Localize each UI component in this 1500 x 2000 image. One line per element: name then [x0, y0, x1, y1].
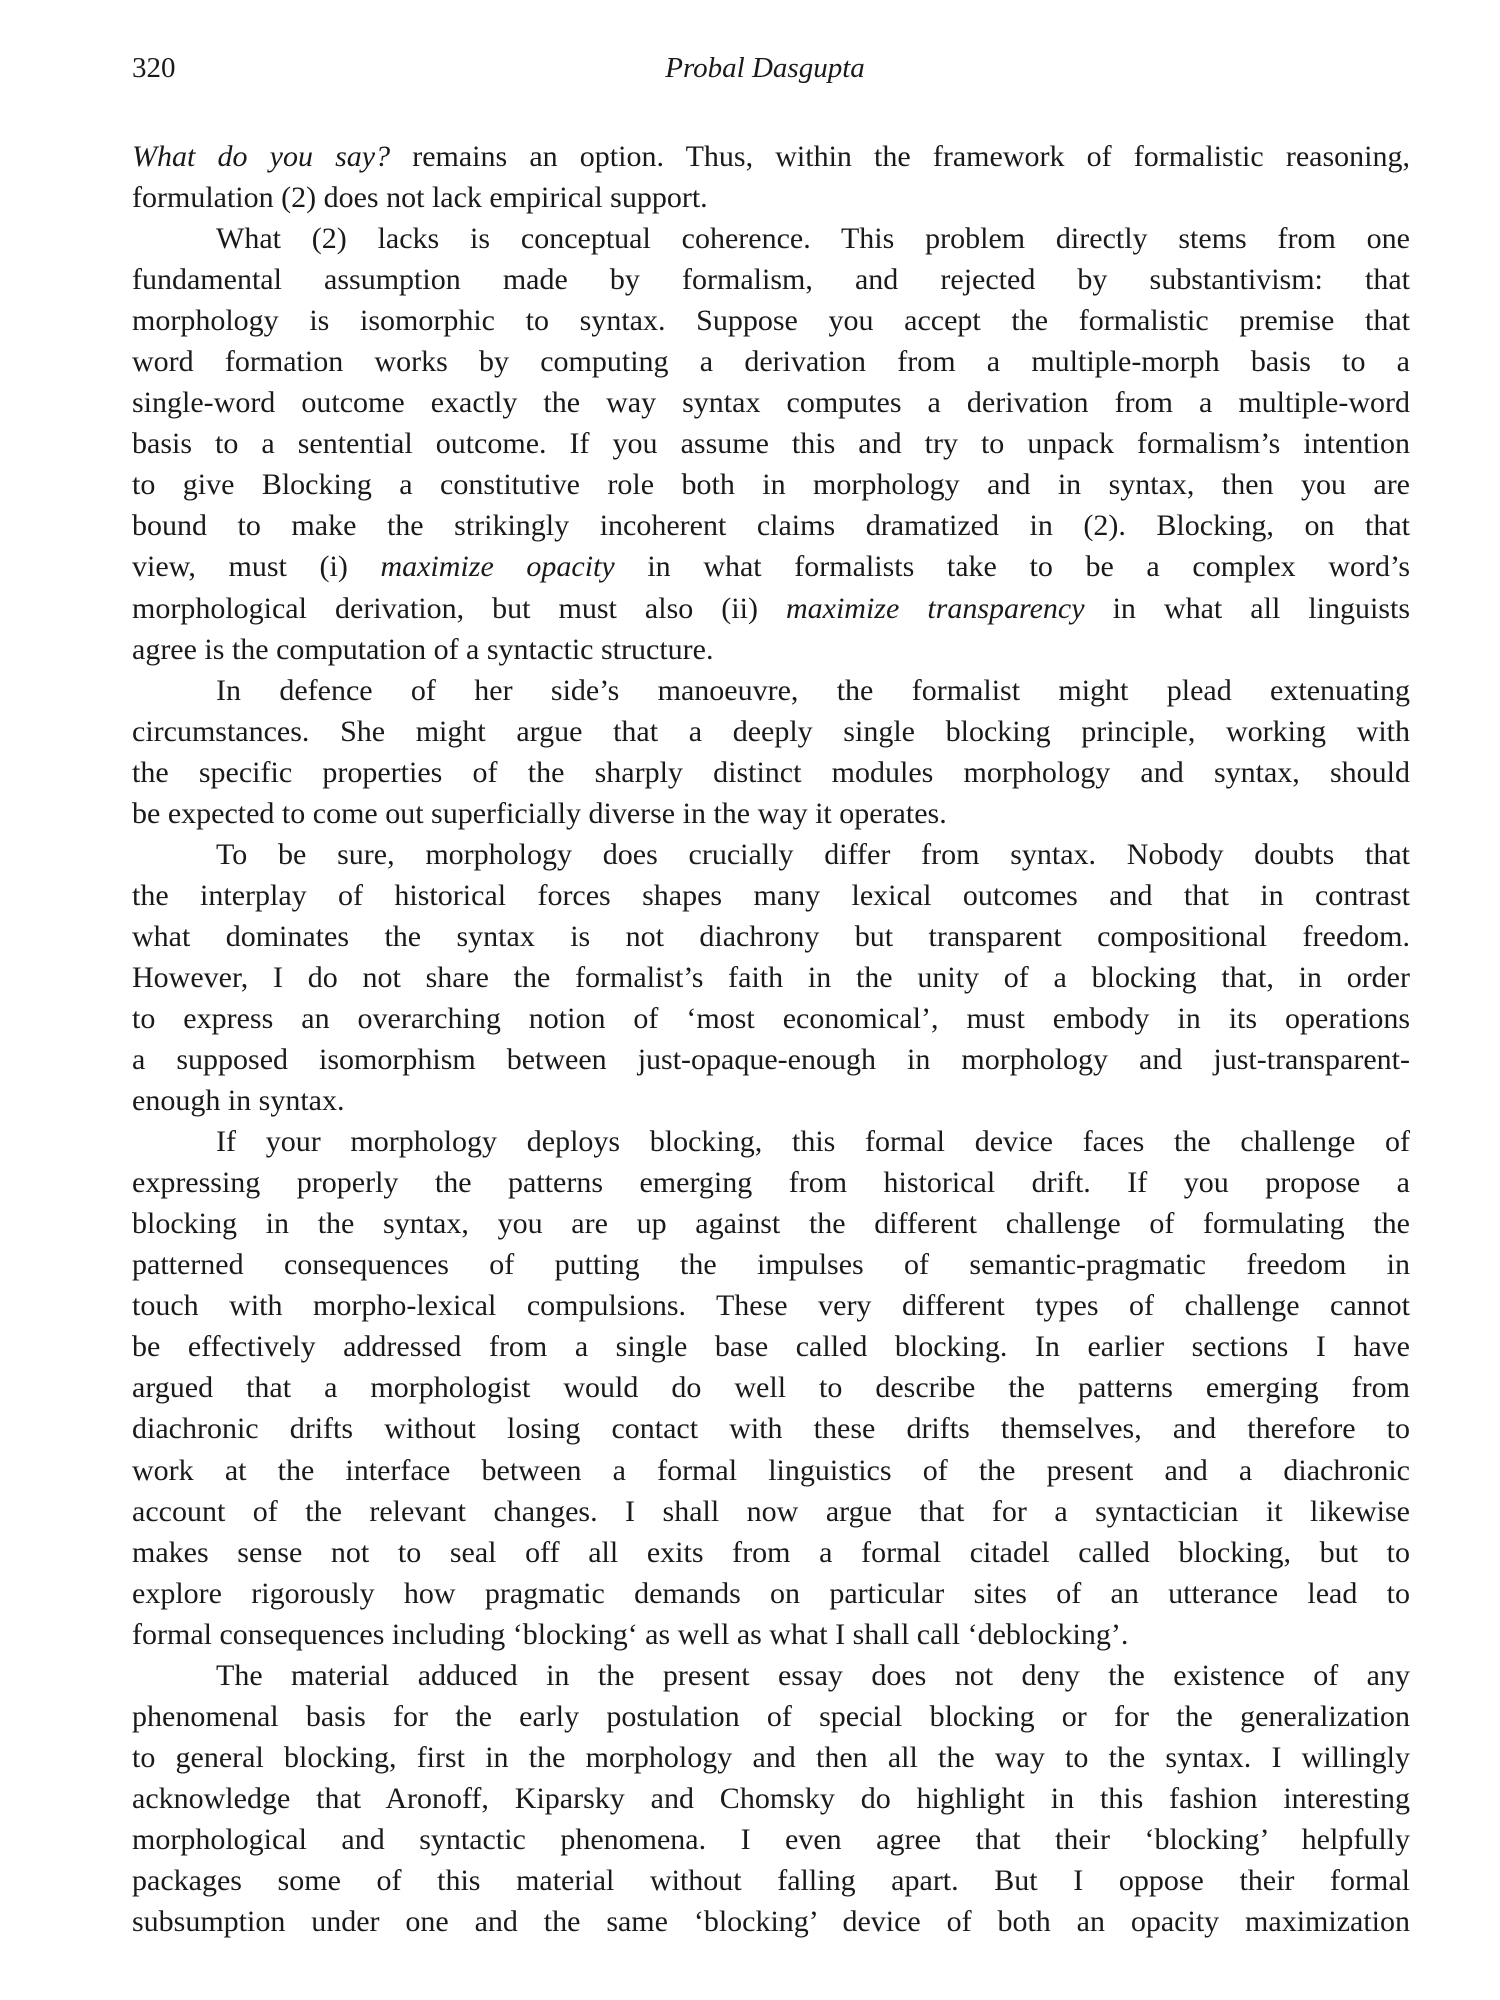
- text-line: [132, 218, 1410, 259]
- text-line: [132, 875, 1410, 916]
- text-segment: phenomenal basis for the early postulation of special blocking or for the generalization: [132, 1699, 1410, 1733]
- text-segment: If your morphology deploys blocking, this formal device faces the challenge of: [216, 1125, 1410, 1159]
- text-line: [132, 793, 1410, 834]
- text-line: [132, 423, 1410, 464]
- text-segment: makes sense not to seal off all exits from a formal citadel called blocking, but to: [132, 1535, 1410, 1569]
- text-segment: work at the interface between a formal linguistics of the present and a diachronic: [132, 1453, 1410, 1487]
- text-line: [132, 1696, 1410, 1737]
- text-segment: in what all linguists: [1084, 591, 1410, 625]
- text-line: [132, 1408, 1410, 1449]
- text-line: [132, 1860, 1410, 1901]
- text-segment: view, must (i): [132, 550, 381, 584]
- text-line: [132, 1121, 1410, 1162]
- text-line: [132, 957, 1410, 998]
- text-segment: formulation (2) does not lack empirical support.: [132, 181, 708, 215]
- text-segment: bound to make the strikingly incoherent claims dramatized in (2). Blocking, on that: [132, 509, 1410, 543]
- text-segment: The material adduced in the present essay does not deny the existence of any: [216, 1658, 1410, 1692]
- text-segment: be effectively addressed from a single base called blocking. In earlier sections I have: [132, 1330, 1410, 1364]
- text-segment: in what formalists take to be a complex word’s: [614, 550, 1410, 584]
- text-segment: diachronic drifts without losing contact with these drifts themselves, and therefore to: [132, 1412, 1410, 1446]
- body-text: [132, 136, 1410, 1942]
- text-line: [132, 752, 1410, 793]
- text-segment: to express an overarching notion of ‘most economical’, must embody in its operations: [132, 1001, 1410, 1035]
- text-segment: What (2) lacks is conceptual coherence. This problem directly stems from one: [216, 222, 1410, 256]
- text-segment: morphological derivation, but must also (ii): [132, 591, 786, 625]
- text-line: [132, 1901, 1410, 1942]
- text-segment: single-word outcome exactly the way syntax computes a derivation from a multiple-word: [132, 386, 1410, 420]
- text-line: [132, 505, 1410, 546]
- text-segment: morphology is isomorphic to syntax. Suppose you accept the formalistic premise that: [132, 304, 1410, 338]
- text-segment: circumstances. She might argue that a deeply single blocking principle, working with: [132, 714, 1410, 748]
- text-line: [132, 834, 1410, 875]
- text-line: [132, 341, 1410, 382]
- text-line: [132, 1285, 1410, 1326]
- text-segment: be expected to come out superficially diverse in the way it operates.: [132, 796, 947, 830]
- text-line: [132, 546, 1410, 587]
- running-head: Probal Dasgupta: [665, 52, 865, 84]
- text-line: [132, 1367, 1410, 1408]
- text-line: [132, 1203, 1410, 1244]
- text-line: [132, 259, 1410, 300]
- text-segment: the interplay of historical forces shapes many lexical outcomes and that in contrast: [132, 878, 1410, 912]
- text-line: [132, 1573, 1410, 1614]
- text-segment: a supposed isomorphism between just-opaque-enough in morphology and just-transparent-: [132, 1043, 1410, 1077]
- italic-text: maximize transparency: [785, 591, 1085, 625]
- text-line: [132, 136, 1410, 177]
- text-segment: basis to a sentential outcome. If you assume this and try to unpack formalism’s intention: [132, 427, 1410, 461]
- text-segment: argued that a morphologist would do well to describe the patterns emerging from: [132, 1371, 1410, 1405]
- text-segment: account of the relevant changes. I shall now argue that for a syntactician it likewise: [132, 1494, 1410, 1528]
- text-line: [132, 1326, 1410, 1367]
- text-line: [132, 1819, 1410, 1860]
- text-line: [132, 998, 1410, 1039]
- text-segment: To be sure, morphology does crucially differ from syntax. Nobody doubts that: [216, 837, 1410, 871]
- text-line: [132, 177, 1410, 218]
- text-segment: word formation works by computing a derivation from a multiple-morph basis to a: [132, 345, 1410, 379]
- text-segment: morphological and syntactic phenomena. I even agree that their ‘blocking’ helpfully: [132, 1822, 1410, 1856]
- text-line: [132, 588, 1410, 629]
- text-segment: patterned consequences of putting the impulses of semantic-pragmatic freedom in: [132, 1248, 1410, 1282]
- text-segment: agree is the computation of a syntactic structure.: [132, 632, 714, 666]
- text-line: [132, 1778, 1410, 1819]
- text-segment: acknowledge that Aronoff, Kiparsky and Chomsky do highlight in this fashion interesting: [132, 1781, 1410, 1815]
- text-line: [132, 300, 1410, 341]
- text-segment: expressing properly the patterns emerging from historical drift. If you propose a: [132, 1166, 1410, 1200]
- italic-text: What do you say?: [132, 140, 391, 173]
- text-segment: what dominates the syntax is not diachrony but transparent compositional freedom.: [132, 919, 1410, 953]
- text-line: [132, 1450, 1410, 1491]
- text-line: [132, 916, 1410, 957]
- text-line: [132, 1655, 1410, 1696]
- text-segment: touch with morpho-lexical compulsions. These very different types of challenge cannot: [132, 1289, 1410, 1323]
- text-line: [132, 1737, 1410, 1778]
- text-segment: However, I do not share the formalist’s faith in the unity of a blocking that, in order: [132, 960, 1410, 994]
- text-segment: formal consequences including ‘blocking‘ as well as what I shall call ‘deblocking’.: [132, 1617, 1129, 1651]
- text-segment: to give Blocking a constitutive role both in morphology and in syntax, then you are: [132, 468, 1410, 502]
- text-segment: to general blocking, first in the morphology and then all the way to the syntax. I willingly: [132, 1740, 1410, 1774]
- text-line: [132, 1244, 1410, 1285]
- text-segment: the specific properties of the sharply distinct modules morphology and syntax, should: [132, 755, 1410, 789]
- text-segment: fundamental assumption made by formalism, and rejected by substantivism: that: [132, 263, 1410, 297]
- text-line: [132, 629, 1410, 670]
- text-line: [132, 1039, 1410, 1080]
- text-segment: blocking in the syntax, you are up against the different challenge of formulating the: [132, 1207, 1410, 1241]
- text-segment: In defence of her side’s manoeuvre, the formalist might plead extenuating: [216, 673, 1410, 707]
- text-line: [132, 711, 1410, 752]
- text-line: [132, 1614, 1410, 1655]
- italic-text: maximize opacity: [380, 550, 615, 584]
- text-line: [132, 1491, 1410, 1532]
- text-line: [132, 382, 1410, 423]
- text-segment: enough in syntax.: [132, 1084, 345, 1118]
- text-line: [132, 1532, 1410, 1573]
- text-line: [132, 670, 1410, 711]
- text-line: [132, 1080, 1410, 1121]
- text-segment: packages some of this material without falling apart. But I oppose their formal: [132, 1863, 1410, 1897]
- text-segment: subsumption under one and the same ‘blocking’ device of both an opacity maximization: [132, 1905, 1410, 1939]
- text-line: [132, 1162, 1410, 1203]
- page-number: 320: [132, 52, 176, 84]
- text-segment: remains an option. Thus, within the framework of formalistic reasoning,: [390, 140, 1410, 173]
- text-line: [132, 464, 1410, 505]
- text-segment: explore rigorously how pragmatic demands on particular sites of an utterance lead to: [132, 1576, 1410, 1610]
